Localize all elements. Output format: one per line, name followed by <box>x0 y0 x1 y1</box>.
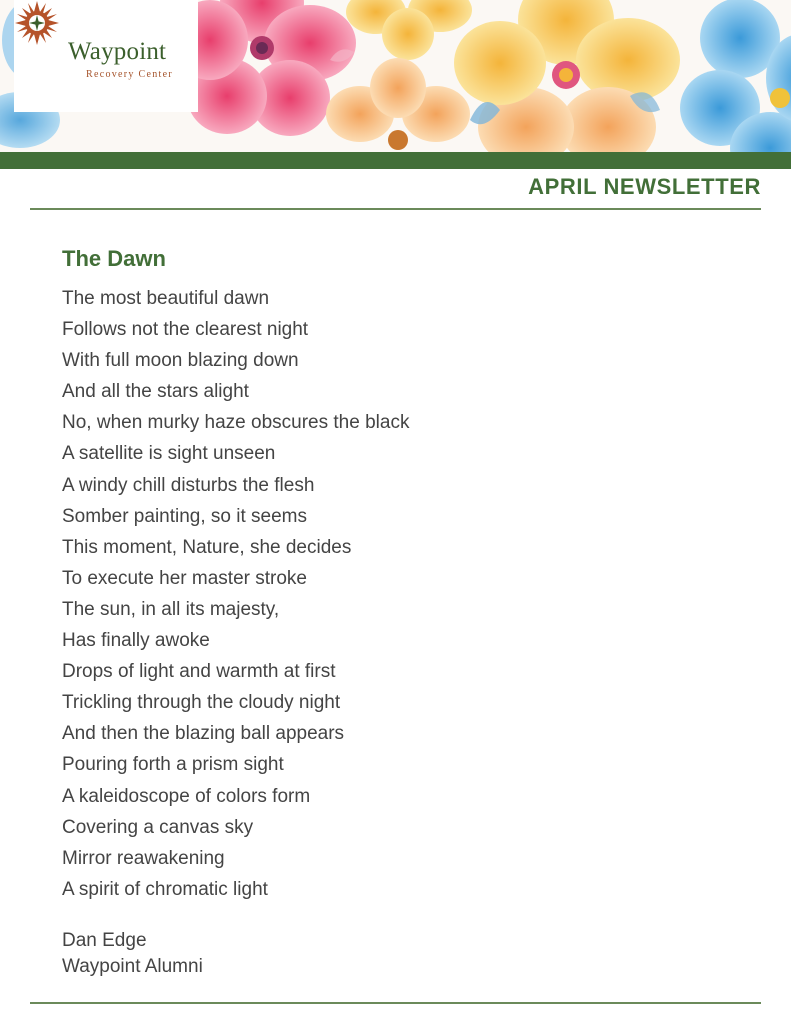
poem-line: With full moon blazing down <box>62 350 299 372</box>
compass-rose-icon <box>14 0 60 46</box>
logo-panel <box>14 0 198 112</box>
poem-line: Mirror reawakening <box>62 847 225 869</box>
newsletter-title: APRIL NEWSLETTER <box>528 174 761 199</box>
poem-line: And all the stars alight <box>62 381 249 403</box>
poem-line: The most beautiful dawn <box>62 288 270 309</box>
logo-subtitle: Recovery Center <box>86 69 173 80</box>
poem-line: To execute her master stroke <box>62 567 307 589</box>
poem-line: Follows not the clearest night <box>62 319 309 341</box>
poem-body <box>62 283 409 905</box>
author-name: Dan Edge <box>62 930 147 951</box>
author-signature <box>62 928 203 980</box>
poem-line: This moment, Nature, she decides <box>62 536 352 558</box>
poem-line: Covering a canvas sky <box>62 816 254 838</box>
poem-line: No, when murky haze obscures the black <box>62 412 410 434</box>
logo-wordmark: Waypoint <box>68 38 167 65</box>
poem-line: Somber painting, so it seems <box>62 505 308 527</box>
poem-line: A windy chill disturbs the flesh <box>62 474 315 496</box>
bottom-rule <box>30 1002 761 1004</box>
poem-title: The Dawn <box>62 246 166 271</box>
author-affiliation: Waypoint Alumni <box>62 956 203 977</box>
top-rule <box>30 208 761 210</box>
poem-line: And then the blazing ball appears <box>62 723 345 745</box>
poem-line: Trickling through the cloudy night <box>62 692 341 714</box>
poem-line: A spirit of chromatic light <box>62 878 268 900</box>
poem-line: Has finally awoke <box>62 630 210 652</box>
poem-line: The sun, in all its majesty, <box>62 598 280 620</box>
poem-line: Pouring forth a prism sight <box>62 754 284 776</box>
poem-line: Drops of light and warmth at first <box>62 661 336 683</box>
poem-line: A kaleidoscope of colors form <box>62 785 311 807</box>
header-divider-band <box>0 152 791 169</box>
poem-line: A satellite is sight unseen <box>62 443 276 465</box>
floral-banner <box>0 0 791 152</box>
